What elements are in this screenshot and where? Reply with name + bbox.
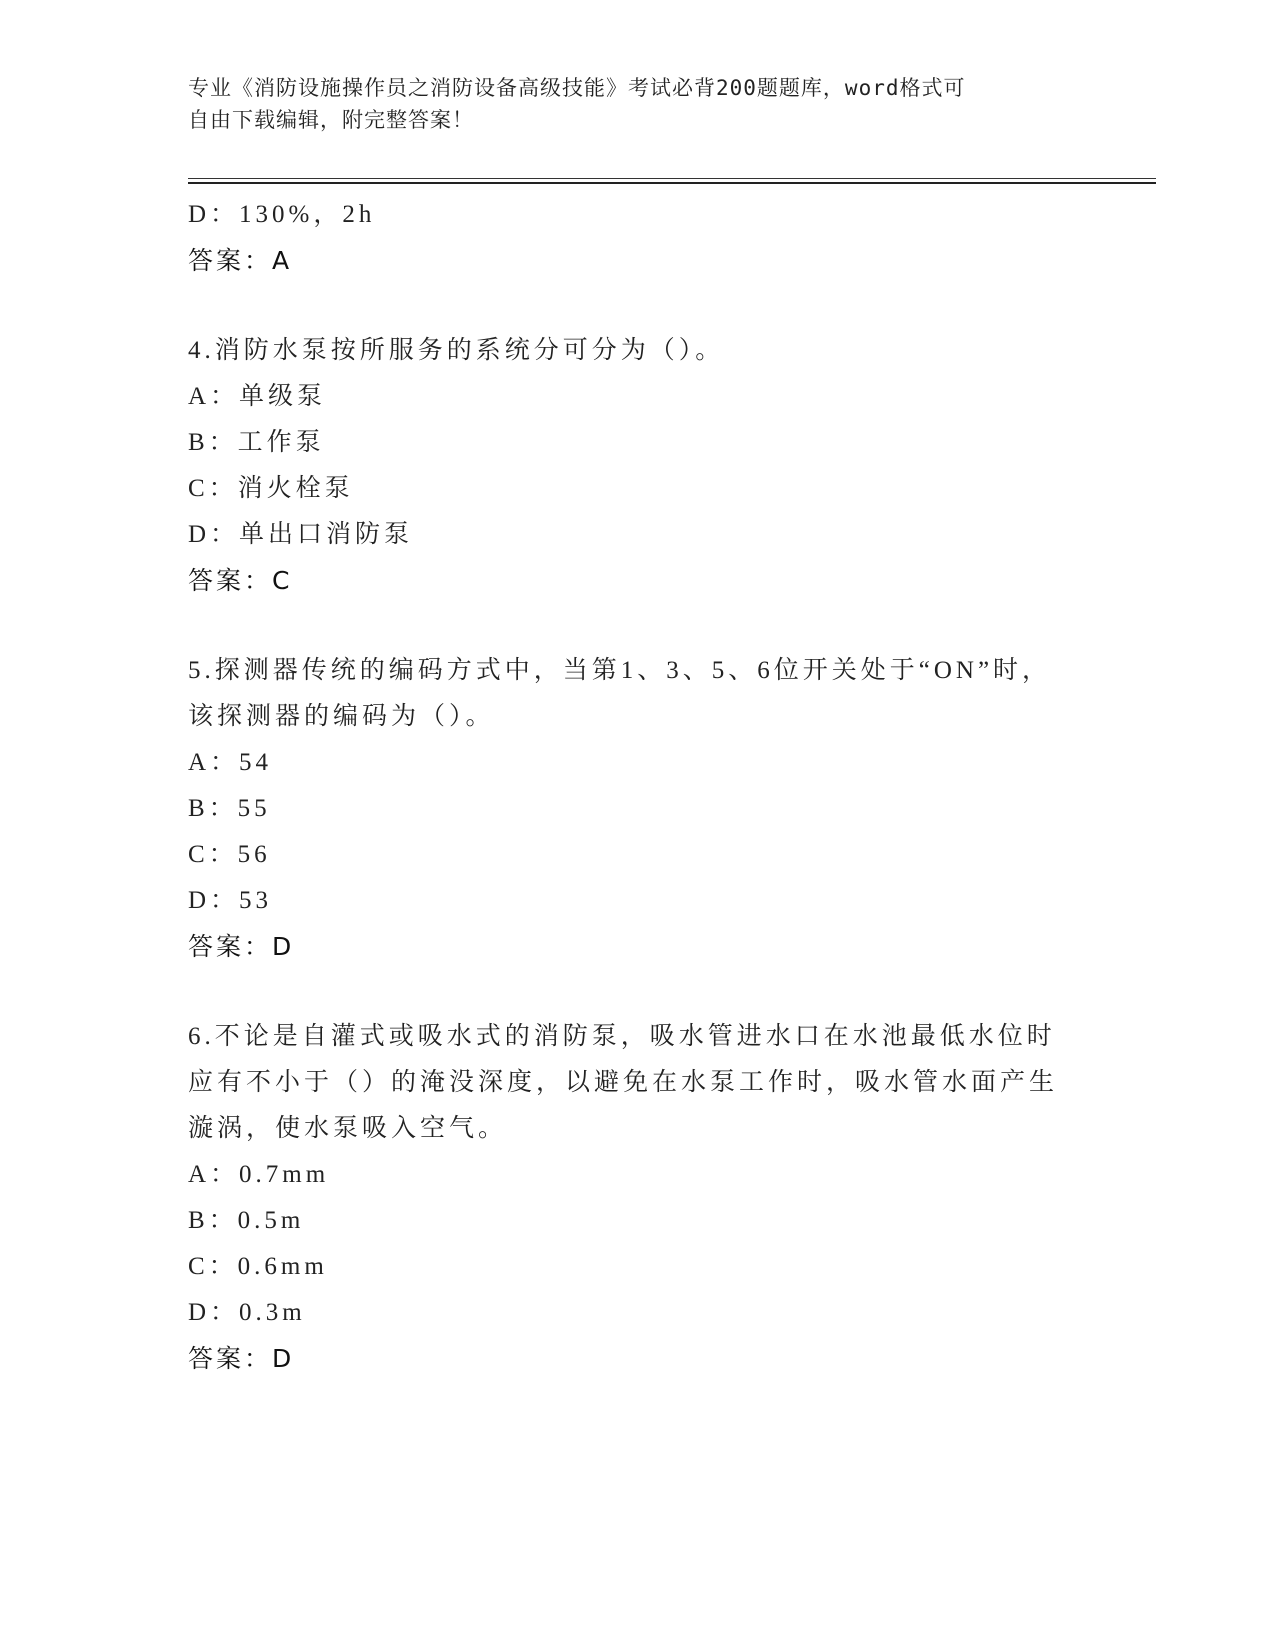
header-line-1: 专业《消防设施操作员之消防设备高级技能》考试必背200题题库，word格式可 — [188, 76, 966, 100]
document-body — [188, 192, 1088, 1382]
option-b: B：工作泵 — [188, 429, 325, 456]
answer-line: 答案：D — [188, 932, 295, 961]
option-d: D：130%，2h — [188, 201, 376, 228]
header-line-2: 自由下载编辑，附完整答案！ — [188, 108, 474, 132]
option-d: D：53 — [188, 887, 273, 914]
question-6 — [188, 1014, 1088, 1382]
option-a: A：0.7mm — [188, 1161, 330, 1188]
page-header — [188, 72, 1068, 136]
option-d: D：0.3m — [188, 1299, 306, 1326]
answer-line: 答案：A — [188, 246, 293, 275]
option-c: C：消火栓泵 — [188, 475, 354, 502]
option-b: B：0.5m — [188, 1207, 305, 1234]
header-divider-thin — [188, 178, 1156, 179]
option-a: A：单级泵 — [188, 383, 327, 410]
option-c: C：0.6mm — [188, 1253, 328, 1280]
spacer — [188, 604, 1088, 648]
question-stem: 漩涡，使水泵吸入空气。 — [188, 1115, 508, 1142]
question-stem: 6.不论是自灌式或吸水式的消防泵，吸水管进水口在水池最低水位时 — [188, 1023, 1056, 1050]
answer-line: 答案：D — [188, 1344, 295, 1373]
question-stem: 5.探测器传统的编码方式中，当第1、3、5、6位开关处于“ON”时， — [188, 657, 1052, 684]
option-b: B：55 — [188, 795, 271, 822]
option-c: C：56 — [188, 841, 271, 868]
question-stem: 该探测器的编码为（）。 — [188, 703, 495, 730]
question-stem: 4.消防水泵按所服务的系统分可分为（）。 — [188, 337, 725, 364]
question-stem: 应有不小于（）的淹没深度，以避免在水泵工作时，吸水管水面产生 — [188, 1069, 1059, 1096]
question-5 — [188, 648, 1088, 970]
option-d: D：单出口消防泵 — [188, 521, 414, 548]
spacer — [188, 970, 1088, 1014]
question-4 — [188, 328, 1088, 604]
option-a: A：54 — [188, 749, 273, 776]
spacer — [188, 284, 1088, 328]
answer-line: 答案：C — [188, 566, 293, 595]
header-divider-thick — [188, 182, 1156, 184]
